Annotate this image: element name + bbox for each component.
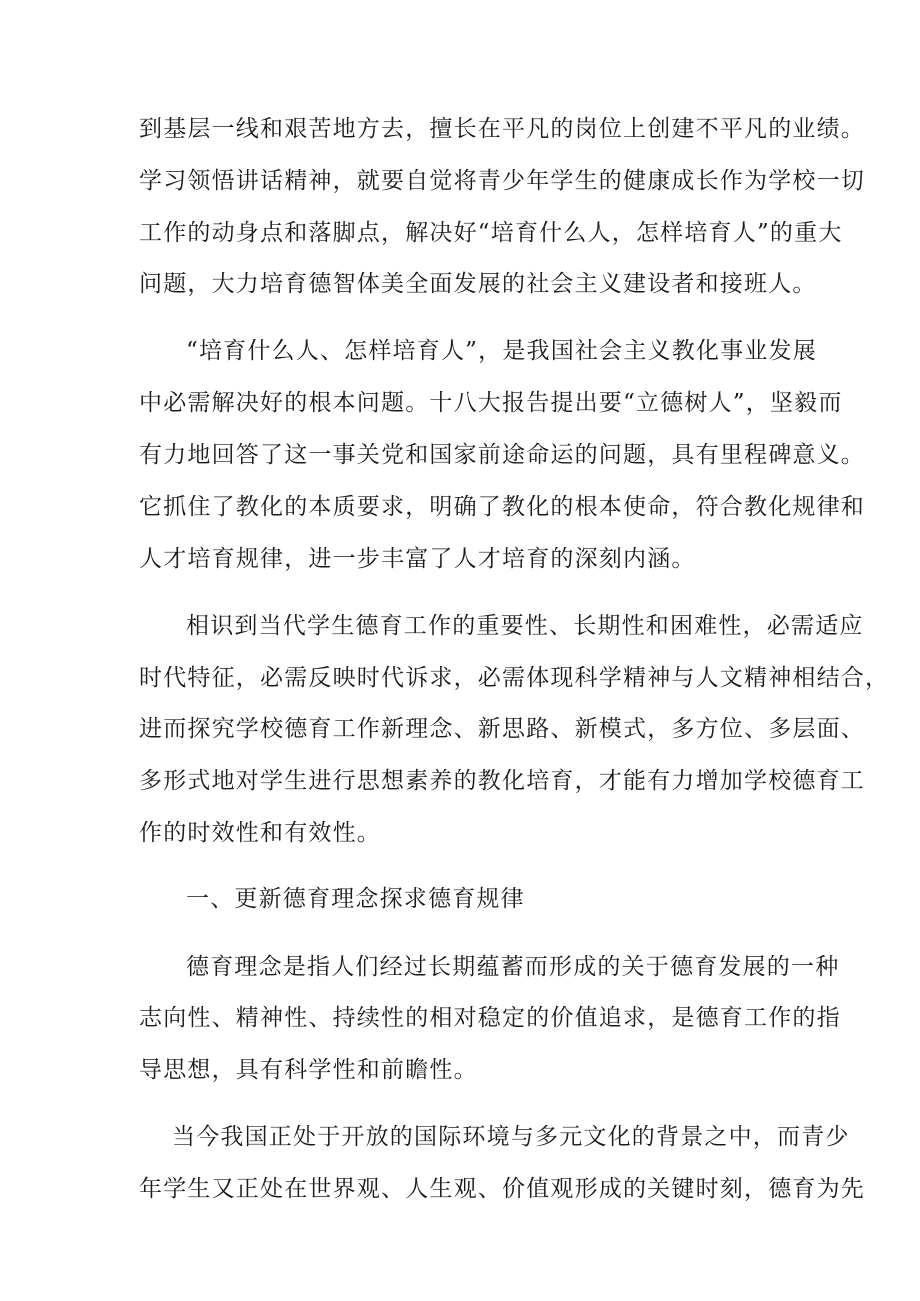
paragraph-line: 当今我国正处于开放的国际环境与多元文化的背景之中，而青少 [172, 1124, 850, 1150]
paragraph-line: 相识到当代学生德育工作的重要性、长期性和困难性，必需适应 [186, 613, 864, 639]
paragraph-line: 有力地回答了这一事关党和国家前途命运的问题，具有里程碑意义。 [139, 442, 865, 468]
paragraph-line: 年学生又正处在世界观、人生观、价值观形成的关键时刻，德育为先 [139, 1176, 865, 1202]
section-heading: 一、更新德育理念探求德育规律 [186, 886, 525, 912]
paragraph-line: 工作的动身点和落脚点，解决好“培育什么人，怎样培育人”的重大 [139, 220, 843, 246]
paragraph-line: 德育理念是指人们经过长期蕴蓄而形成的关于德育发展的一种 [186, 954, 840, 980]
paragraph-line: 问题，大力培育德智体美全面发展的社会主义建设者和接班人。 [139, 271, 817, 297]
paragraph-line: 导思想，具有科学性和前瞻性。 [139, 1057, 478, 1083]
paragraph-line: 志向性、精神性、持续性的相对稳定的价值追求，是德育工作的指 [139, 1005, 841, 1031]
paragraph-line: 人才培育规律，进一步丰富了人才培育的深刻内涵。 [139, 546, 696, 572]
paragraph-line: “培育什么人、怎样培育人”，是我国社会主义教化事业发展 [186, 338, 817, 364]
paragraph-line: 学习领悟讲话精神，就要自觉将青少年学生的健康成长作为学校一切 [139, 168, 865, 194]
paragraph-line: 到基层一线和艰苦地方去，擅长在平凡的岗位上创建不平凡的业绩。 [139, 116, 865, 142]
paragraph-line: 时代特征，必需反映时代诉求，必需体现科学精神与人文精神相结合， [139, 665, 890, 691]
paragraph-line: 它抓住了教化的本质要求，明确了教化的根本使命，符合教化规律和 [139, 494, 865, 520]
paragraph-line: 作的时效性和有效性。 [139, 820, 381, 846]
paragraph-line: 中必需解决好的根本问题。十八大报告提出要“立德树人”，坚毅而 [139, 390, 843, 416]
paragraph-line: 多形式地对学生进行思想素养的教化培育，才能有力增加学校德育工 [139, 768, 865, 794]
paragraph-line: 进而探究学校德育工作新理念、新思路、新模式，多方位、多层面、 [139, 716, 865, 742]
